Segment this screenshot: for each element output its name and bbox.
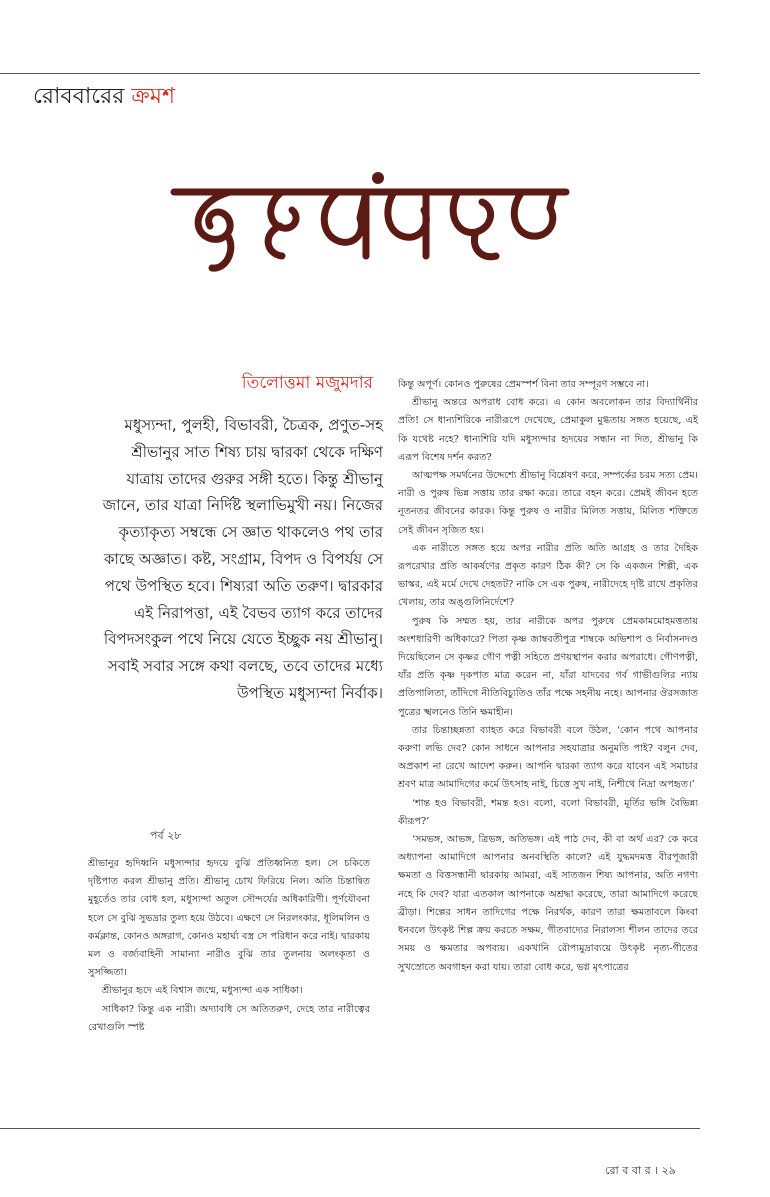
left-paragraph: সাধিকা? কিন্তু এক নারী। অদ্যাবধি সে অতিতরুণ, দেহে তার নারীত্বের রেখাগুলি স্পষ্ট xyxy=(88,1003,370,1033)
right-paragraph: আত্মপক্ষ সমর্থনের উদ্দেশ্যে শ্রীভানু বিশ্লেষণ করে, সম্পর্কের চরম সত্য প্রেম। নারী ও পুরুষ ভিন্ন সত্তায় তার রক্ষা করে। তারে বহন করে। প্রেমই জীবন হতে নূতনতর জীবনের কারক। কিন্তু পুরুষ ও নারীর মিলিত সত্তায়, মিলিত শক্তিতে সেই জীবন সৃজিত হয়। xyxy=(398,470,698,536)
right-paragraph: তার চিন্তাচ্ছন্নতা ব্যাহত করে বিভাবরী বলে উঠল, ‘কোন পথে আপনার করুণা লভি দেব? কোন সাধনে আপনার সহযাত্রার অনুমতি পাই? বলুন দেব, অপ্রকাশ না রেখে আদেশ করুন। আপনি দ্বারকা ত্যাগ করে যাবেন এই সমাচার শ্রবণ মাত্র আমাদিগের কর্মে উৎসাহ নাই, চিত্তে সুখ নাই, নিশীথে নিদ্রা অপহৃত।’ xyxy=(398,724,698,791)
logo-glyph-ma xyxy=(388,192,426,256)
logo-glyph-nga xyxy=(453,192,496,257)
logo-glyph-ya xyxy=(324,192,366,256)
right-paragraph: কিন্তু অপূর্ণ। কোনও পুরুষের প্রেমস্পর্শ বিনা তার সম্পূরণ সম্ভবে না। xyxy=(398,379,649,390)
body-column-left xyxy=(88,855,370,1037)
logo-dot xyxy=(372,172,384,184)
logo-glyph-da xyxy=(268,192,296,256)
right-paragraph: ‘শান্ত হও বিভাবরী, শমন্ত হও। বলো, বলো বিভাবরী, মূর্তির ভঙ্গি বৈভিন্ন্য কীরূপ?’ xyxy=(398,797,698,827)
page-footer: রো ব বা র । ২৯ xyxy=(605,1164,676,1177)
right-paragraph: পুরুষ কি সম্মত হয়, তার নারীকে অপর পুরুষে প্রেমকামমোহমত্ততায় অংশধারিণী অধিকারে? পিতা কৃষ্ণ জাম্ববতীপুত্র শাম্বকে অভিশাপ ও নির্বাসনদণ্ড দিয়েছিলেন সে কৃষ্ণর গৌণ পত্নী সহিতে প্রণয়স্থাপন করার অপরাধে। গৌণপত্নী, যাঁর প্রতি কৃষ্ণ দৃকপাত মাত্র করেন না, যাঁরা যাদবের গর্ব গাভীগুলির ন্যায় প্রতিপালিতা, তাঁদিগে নীতিবিচ্যুতিও তাঁর পক্ষে সহনীয় নহে। আপনার ঔরসজাত পুত্রের স্খলনেও তিনি ক্ষমাহীন। xyxy=(398,615,698,718)
section-header-highlight: ক্রমশ xyxy=(131,84,175,109)
bottom-rule xyxy=(0,1128,700,1129)
top-rule xyxy=(0,73,700,74)
right-paragraph: ‘সমভঙ্গ, আভঙ্গ, ত্রিভঙ্গ, অতিভঙ্গ। এই পাঠ দেব, কী বা অর্থ এর? কে করে অধ্যাপনা আমাদিগে আপনার অনবস্থিতি কালে? এই যুদ্ধমদমত্ত বীরপূজারী ক্ষমতা ও বিত্তসন্ধানী দ্বারকায় আমরা, এই সাতজন শিষ্য আপনার, অতি নগণ্য নহে কি দেব? যারা এতকাল আপনাকে অশ্রদ্ধা করেছে, তারা আমাদিগে করেছে ব্রীড়া। শিল্পের সাধন তাদিগের পক্ষে নিরর্থক, কারণ তারা ক্ষমতাবলে কিংবা ধনবলে উৎকৃষ্ট শিল্প ক্রয় করতে সক্ষম, গীতবাদ্যের নিরালস্য শীলন তাদের তরে সময় ও ক্ষমতার অপব্যয়। একখানি রৌপ্যমুদ্রাব্যয়ে উৎকৃষ্ট নৃত্য-গীতের সুখস্রোতে অবগাহন করা যায়। তারা বোধ করে, ভগ্ন মৃৎপাত্রের xyxy=(398,834,698,973)
serial-logo xyxy=(170,170,570,280)
right-paragraph: এক নারীতে সঙ্গত হয়ে অপর নারীর প্রতি অতি আগ্রহ ও তার দৈহিক রূপরেখার প্রতি আকর্ষণের প্রকৃত কারণ ঠিক কী? সে কি একজন শিল্পী, এক ভাস্কর, এই মর্মে দেখে দেহতট? নাকি সে এক পুরুষ, নারীদেহে দৃষ্টি রাখে প্রকৃতির খেলায়, তার অঙ্গুলিনির্দেশে? xyxy=(398,542,698,609)
section-header-prefix: রোববারের xyxy=(33,84,125,109)
section-header xyxy=(33,82,175,112)
left-paragraph: শ্রীভানুর হৃদে এই বিশ্বাস জন্মে, মধুস্যন্দা এক সাধিকা। xyxy=(102,985,303,997)
left-paragraph: শ্রীভানুর হৃদিধ্বনি মধুস্যন্দার হৃদয়ে বুঝি প্রতিধ্বনিত হল। সে চকিতে দৃষ্টিপাত করল শ্রীভানু প্রতি। শ্রীভানু চোখ ফিরিয়ে নিল। অতি চিন্তান্বিত মুহূর্তেও তার বোধ হল, মধুস্যন্দা অতুল সৌন্দর্যের অধিকারিণী। পূর্ণযৌবনা হলে সে বুঝি সুভদ্রার তুল্য হয়ে উঠবে। এক্ষণে সে নিরলংকার, ধূলিমলিন ও কর্মক্লান্ত, কোনও অঙ্গরাগ, কোনও মহার্ঘ্য বস্ত্র সে পরিধান করে নাই। দ্বারকায় মল ও বর্জ্যবাহিনী সামান্যা নারীও বুঝি তার তুলনায় অলংকৃতা ও সুসজ্জিতা। xyxy=(88,858,370,979)
logo-glyph-hri xyxy=(198,192,231,268)
episode-label: পর্ব ২৮ xyxy=(150,829,182,842)
intro-paragraph: মধুস্যন্দা, পুলহী, বিভাবরী, চৈত্রক, প্রণুত-সহ শ্রীভানুর সাত শিষ্য চায় দ্বারকা থেকে দক্ষিণ যাত্রায় তাদের গুরুর সঙ্গী হতে। কিন্তু শ্রীভানু জানে, তার যাত্রা নির্দিষ্ট স্থলাভিমুখী নয়। নিজের কৃত্যাকৃত্য সম্বন্ধে সে জ্ঞাত থাকলেও পথ তার কাছে অজ্ঞাত। কষ্ট, সংগ্রাম, বিপদ ও বিপর্যয় সে পথে উপস্থিত হবে। শিষ্যরা অতি তরুণ। দ্বারকার এই নিরাপত্তা, এই বৈভব ত্যাগ করে তাদের বিপদসংকুল পথে নিয়ে যেতে ইচ্ছুক নয় শ্রীভানু। সবাই সবার সঙ্গে কথা বলছে, তবে তাদের মধ্যে উপস্থিত মধুস্যন্দা নির্বাক। xyxy=(102,416,383,702)
logo-glyph-la xyxy=(514,192,554,236)
right-paragraph: শ্রীভানু অন্তরে অপরাধ বোধ করে। এ কোন অবলোকন তার বিদ্যার্থিনীর প্রতি! সে ধান্যশিরিকে নারীরূপে দেখেছে, প্রেমাকুল মুগ্ধতায় সঙ্গত হয়েছে, এই কি যথেষ্ট নহে? ধান্যশিরি যদি মধুস্যন্দার হৃদয়ের সন্ধান না দিত, শ্রীভানু কি এরূপ বিশেষ দর্শন করত? xyxy=(398,397,698,463)
body-column-right xyxy=(398,376,698,977)
author-name: তিলোত্তমা মজুমদার xyxy=(241,373,373,393)
